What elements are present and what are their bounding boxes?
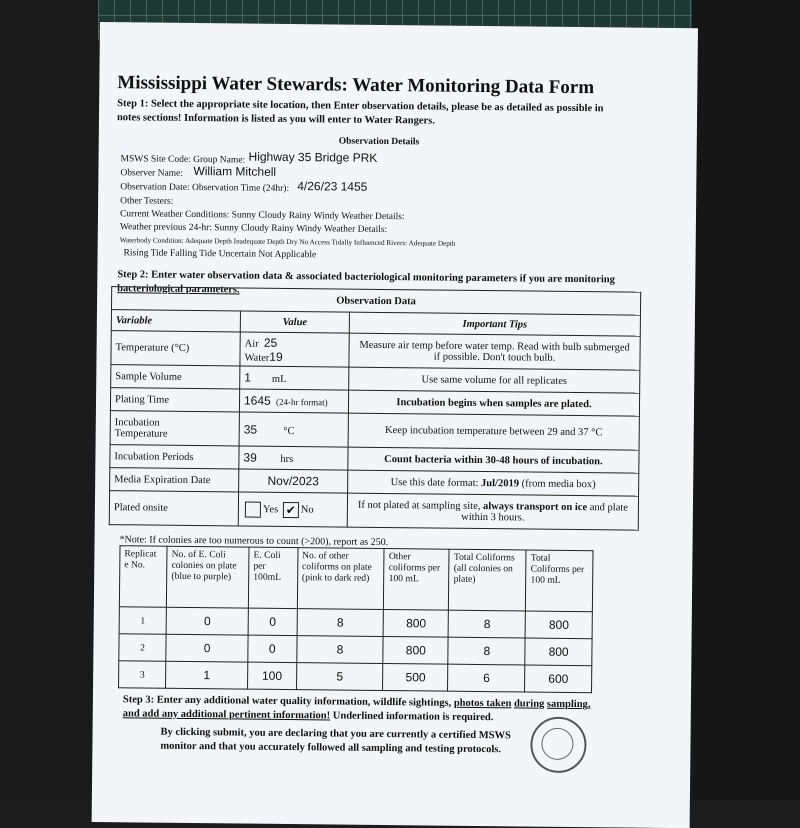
site-code-label: MSWS Site Code: Group Name:	[120, 154, 246, 166]
incubation-temp-cell	[239, 412, 348, 447]
replicate-col-header: Other coliforms per 100 mL	[384, 549, 450, 611]
plating-time-unit: (24-hr format)	[275, 396, 328, 408]
col-important-tips: Important Tips	[349, 312, 640, 336]
replicate-cell: 1	[166, 661, 248, 689]
replicate-table	[118, 545, 593, 693]
step3-sampling: sampling,	[546, 698, 591, 711]
replicate-col-header: Total Coliforms (all colonies on plate)	[449, 549, 527, 611]
step3-instructions-line1	[123, 694, 591, 710]
col-value: Value	[240, 311, 349, 333]
plating-time-value: 1645	[243, 393, 271, 408]
replicate-cell: 500	[383, 664, 448, 692]
sample-volume-unit: mL	[271, 373, 287, 385]
background-right	[692, 0, 800, 800]
incubation-temp-tip: Keep incubation temperature between 29 and 37 °C	[348, 413, 639, 450]
seal-inner-ring	[541, 728, 573, 760]
replicate-cell: 8	[449, 610, 526, 638]
previous-weather-line: Weather previous 24-hr: Sunny Cloudy Rainy Windy Weather Details:	[119, 222, 388, 236]
incubation-temp-unit: °C	[283, 425, 295, 437]
incubation-temp-label-line2: Temperature	[114, 427, 168, 440]
replicate-cell: 600	[525, 665, 592, 693]
waterbody-condition-line: Waterbody Condition: Adequate Depth Inadequate Depth Dry No Access Tidally Influenced Rivers: Adequate Depth	[119, 236, 456, 248]
replicate-cell: 6	[448, 664, 525, 692]
plated-onsite-tip-suffix: and plate	[587, 501, 629, 514]
incubation-periods-label: Incubation Periods	[110, 445, 239, 469]
observation-data-caption: Observation Data	[111, 287, 640, 316]
no-label: No	[300, 504, 314, 516]
sample-volume-label: Sample Volume	[111, 365, 240, 389]
replicate-header-row	[119, 546, 593, 612]
replicate-col-header: No. of E. Coli colonies on plate (blue to purple)	[167, 546, 249, 608]
plated-onsite-tip-bold: always transport on ice	[482, 500, 588, 513]
plated-onsite-tip	[347, 493, 638, 530]
media-expiration-label: Media Expiration Date	[110, 468, 239, 492]
water-label: Water	[244, 352, 270, 364]
form-title: Mississippi Water Stewards: Water Monitoring Data Form	[117, 72, 595, 99]
water-temp-value: 19	[269, 349, 283, 364]
plated-onsite-tip-line2: within 3 hours.	[461, 511, 525, 523]
replicate-cell: 5	[296, 663, 383, 691]
incubation-periods-tip: Count bacteria within 30-48 hours of incubation.	[348, 447, 639, 473]
table-row	[110, 411, 639, 451]
incubation-periods-value: 39	[243, 450, 257, 465]
data-form-page	[92, 22, 698, 828]
background-left	[0, 0, 98, 800]
step1-instructions-line1: Step 1: Select the appropriate site location, then Enter observation details, please be as detailed as possible in	[117, 98, 604, 115]
plating-time-tip: Incubation begins when samples are plated.	[348, 390, 639, 416]
observation-data-table	[109, 286, 641, 531]
sample-volume-tip: Use same volume for all replicates	[349, 367, 640, 393]
too-numerous-note: *Note: If colonies are too numerous to count (>200), report as 250.	[119, 534, 389, 549]
step3-instructions-line2	[123, 708, 494, 723]
replicate-cell: 8	[297, 636, 384, 664]
media-expiration-tip-format: Jul/2019	[481, 477, 520, 489]
temperature-tip	[349, 333, 640, 370]
replicate-cell: 100	[248, 662, 297, 690]
step2-instructions-line1: Step 2: Enter water observation data & associated bacteriological monitoring parameters if you are monitoring	[117, 269, 615, 286]
replicate-cell: 0	[166, 607, 248, 635]
replicate-cell: 800	[384, 610, 449, 638]
plated-onsite-tip-prefix: If not plated at sampling site,	[357, 499, 484, 512]
step3-during: during	[513, 698, 545, 710]
replicate-cell: 8	[297, 609, 384, 637]
replicate-cell: 800	[525, 611, 592, 639]
replicate-col-header: Total Coliforms per 100 mL	[526, 550, 593, 612]
msws-seal-logo	[530, 717, 587, 774]
replicate-cell: 1	[119, 607, 166, 634]
step2-instructions-line2: bacteriological parameters.	[117, 283, 240, 296]
replicate-cell: 0	[248, 635, 297, 663]
incubation-temp-value: 35	[243, 422, 258, 437]
temperature-tip-line2: if possible. Don't touch bulb.	[433, 351, 556, 364]
table-row	[109, 491, 638, 531]
step3-text-a: Step 3: Enter any additional water quality information, wildlife sightings,	[122, 694, 454, 709]
replicate-cell: 800	[525, 638, 592, 666]
media-expiration-tip-suffix: (from media box)	[518, 477, 596, 490]
step3-photos-taken: photos taken	[453, 697, 512, 710]
replicate-cell: 3	[119, 661, 166, 688]
air-temp-value: 25	[263, 335, 278, 350]
date-value: 4/26/23 1455	[297, 179, 368, 194]
media-expiration-tip	[348, 470, 639, 496]
temperature-tip-line1: Measure air temp before water temp. Read with bulb submerged	[359, 339, 630, 354]
step3-required-note: Underlined information is required.	[330, 710, 494, 724]
submit-declaration-line2: monitor and that you accurately followed all sampling and testing protocols.	[160, 740, 502, 756]
date-label: Observation Date: Observation Time (24hr):	[120, 182, 290, 194]
replicate-body	[119, 607, 593, 693]
replicate-cell: 800	[383, 637, 448, 665]
media-expiration-value: Nov/2023	[267, 473, 319, 489]
sample-volume-value: 1	[244, 370, 252, 385]
observer-value: William Mitchell	[193, 163, 277, 179]
incubation-temp-label	[110, 411, 239, 446]
plated-onsite-cell	[238, 492, 347, 527]
no-checkbox[interactable]: ✔	[283, 501, 299, 517]
replicate-cell: 0	[248, 608, 297, 636]
incubation-periods-cell	[239, 446, 348, 470]
media-expiration-cell	[239, 469, 348, 493]
site-code-value: Highway 35 Bridge PRK	[248, 149, 378, 165]
media-expiration-tip-prefix: Use this date format:	[390, 476, 482, 489]
replicate-cell: 8	[448, 637, 525, 665]
plating-time-label: Plating Time	[110, 388, 239, 412]
replicate-cell: 0	[166, 634, 248, 662]
submit-declaration-line1: By clicking submit, you are declaring that you are currently a certified MSWS	[160, 726, 511, 742]
table-row	[111, 331, 640, 371]
table-row	[119, 661, 592, 693]
current-weather-line: Current Weather Conditions: Sunny Cloudy Rainy Windy Weather Details:	[119, 209, 405, 223]
plated-onsite-label: Plated onsite	[109, 491, 238, 526]
temperature-label: Temperature (°C)	[111, 331, 240, 366]
step1-instructions-line2: notes sections! Information is listed as you will enter to Water Rangers.	[116, 112, 435, 127]
replicate-cell: 2	[119, 634, 166, 661]
air-label: Air	[244, 338, 259, 350]
replicate-col-header: No. of other coliforms on plate (pink to dark red)	[297, 548, 384, 610]
step3-pertinent-info: and add any additional pertinent information!	[122, 708, 331, 722]
incubation-periods-unit: hrs	[280, 453, 294, 466]
replicate-col-header: E. Coli per 100mL	[248, 547, 297, 609]
other-testers-label: Other Testers:	[120, 196, 174, 207]
yes-checkbox[interactable]	[245, 501, 261, 517]
yes-label: Yes	[262, 503, 279, 515]
col-variable: Variable	[111, 310, 240, 332]
tide-line: Rising Tide Falling Tide Uncertain Not Applicable	[123, 248, 317, 261]
observer-label: Observer Name:	[120, 168, 183, 179]
temperature-value-cell	[240, 332, 349, 367]
incubation-temp-label-line1: Incubation	[114, 416, 160, 429]
replicate-col-header: Replicat e No.	[119, 546, 167, 607]
sample-volume-cell	[240, 366, 349, 390]
observation-details-heading: Observation Details	[338, 136, 420, 148]
plating-time-cell	[239, 389, 348, 413]
